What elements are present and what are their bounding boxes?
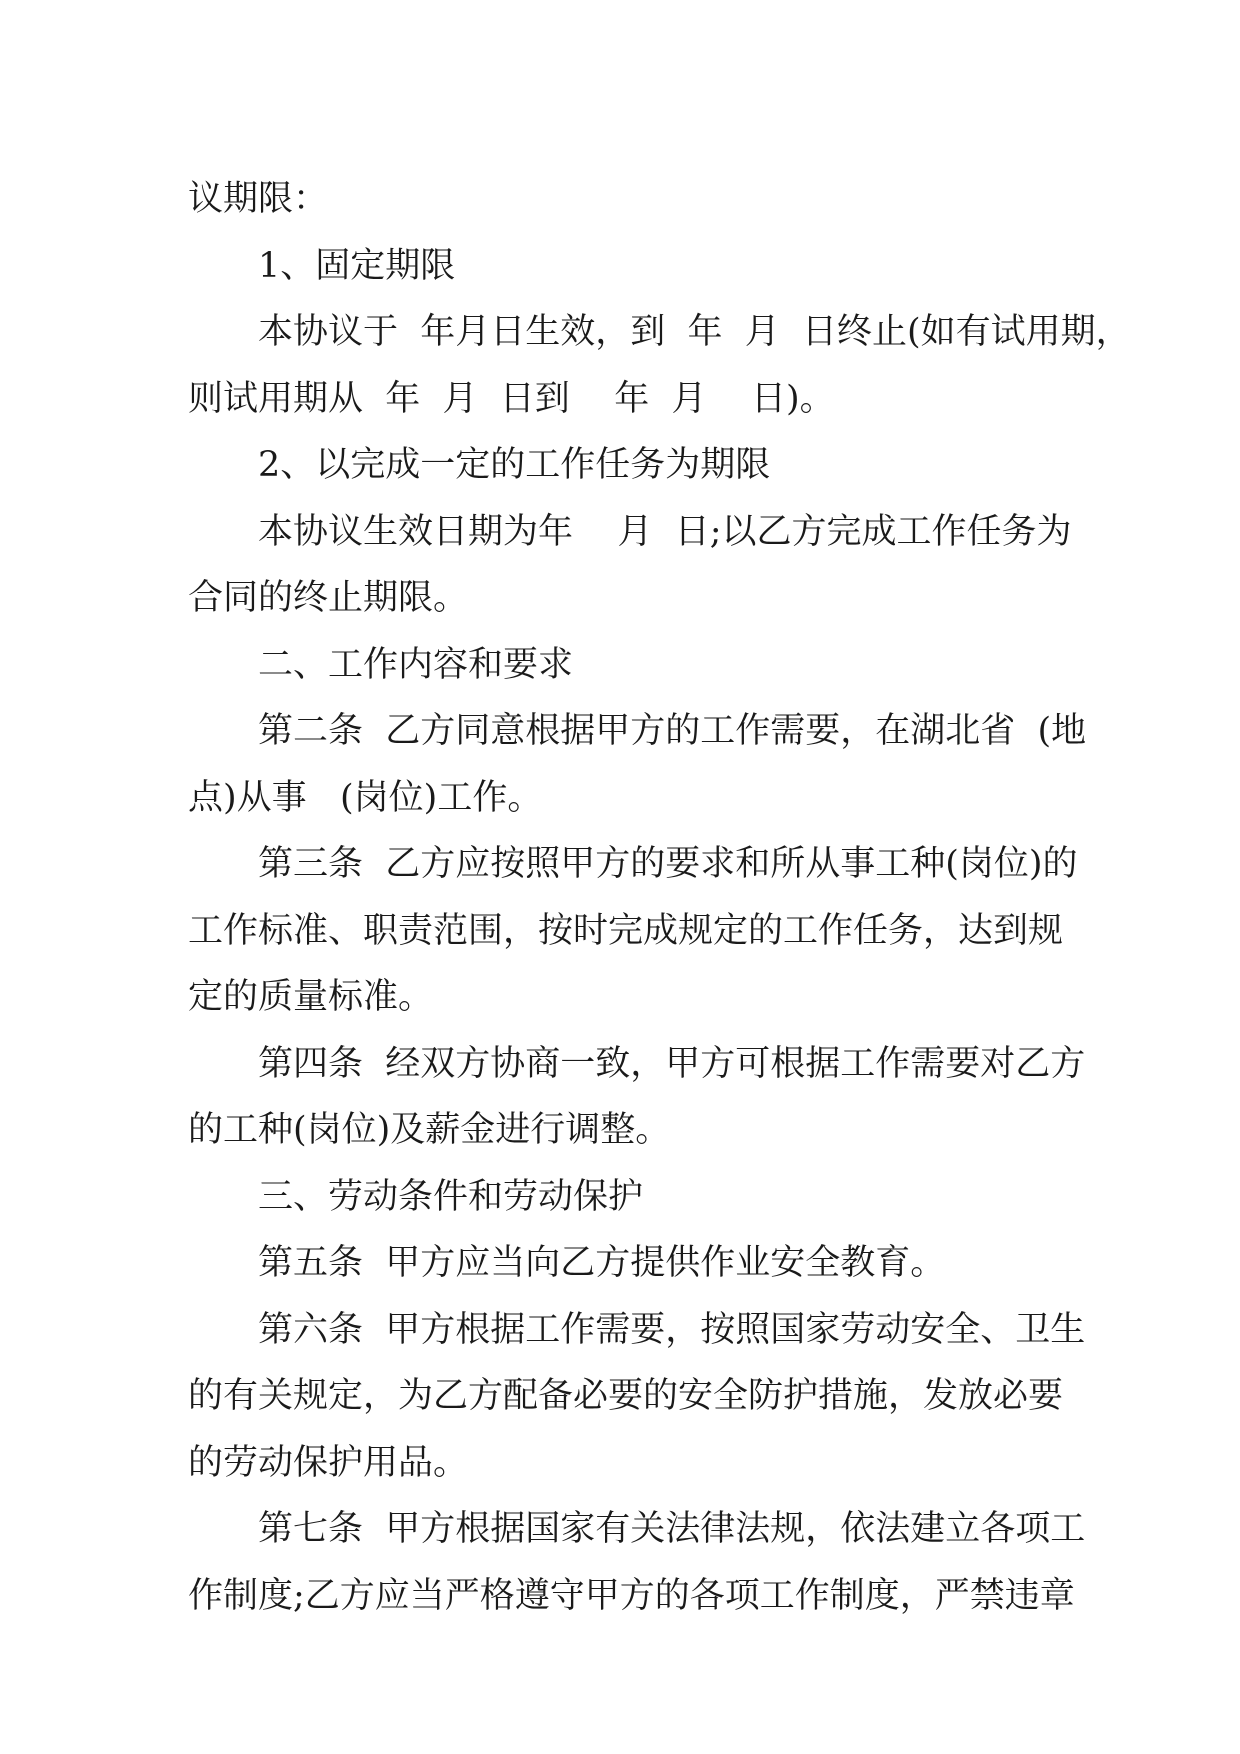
article-7-line: 第七条 甲方根据国家有关法律法规，依法建立各项工 [258, 1509, 1086, 1549]
article-4-line: 的工种(岗位)及薪金进行调整。 [188, 1110, 671, 1150]
article-4-line: 第四条 经双方协商一致，甲方可根据工作需要对乙方 [258, 1043, 1086, 1084]
subheading-task-term: 2、以完成一定的工作任务为期限 [258, 445, 771, 485]
article-2-line: 点)从事 (岗位)工作。 [188, 777, 543, 818]
article-3-line: 工作标准、职责范围，按时完成规定的工作任务，达到规 [188, 910, 1064, 951]
paragraph-line: 本协议于 年月日生效，到 年 月 日终止(如有试用期， [258, 312, 1131, 352]
article-7-line: 作制度;乙方应当严格遵守甲方的各项工作制度，严禁违章 [188, 1575, 1075, 1616]
paragraph-line: 合同的终止期限。 [188, 578, 469, 618]
article-6-line: 第六条 甲方根据工作需要，按照国家劳动安全、卫生 [258, 1309, 1086, 1350]
section-heading-work-content: 二、工作内容和要求 [258, 644, 574, 685]
article-3-line: 第三条 乙方应按照甲方的要求和所从事工种(岗位)的 [258, 844, 1078, 884]
article-3-line: 定的质量标准。 [188, 977, 434, 1017]
section-heading-labor-protection: 三、劳动条件和劳动保护 [258, 1176, 644, 1217]
article-6-line: 的有关规定，为乙方配备必要的安全防护措施，发放必要 [188, 1376, 1064, 1416]
document-body [188, 166, 1131, 1629]
paragraph-line: 本协议生效日期为年 月 日;以乙方完成工作任务为 [258, 511, 1072, 552]
subheading-fixed-term: 1、固定期限 [258, 245, 456, 286]
article-6-line: 的劳动保护用品。 [188, 1442, 469, 1483]
article-2-line: 第二条 乙方同意根据甲方的工作需要，在湖北省 (地 [258, 711, 1087, 751]
article-5-line: 第五条 甲方应当向乙方提供作业安全教育。 [258, 1243, 946, 1283]
paragraph-line: 则试用期从 年 月 日到 年 月 日)。 [188, 378, 835, 419]
text-line-continuation: 议期限： [188, 179, 329, 219]
